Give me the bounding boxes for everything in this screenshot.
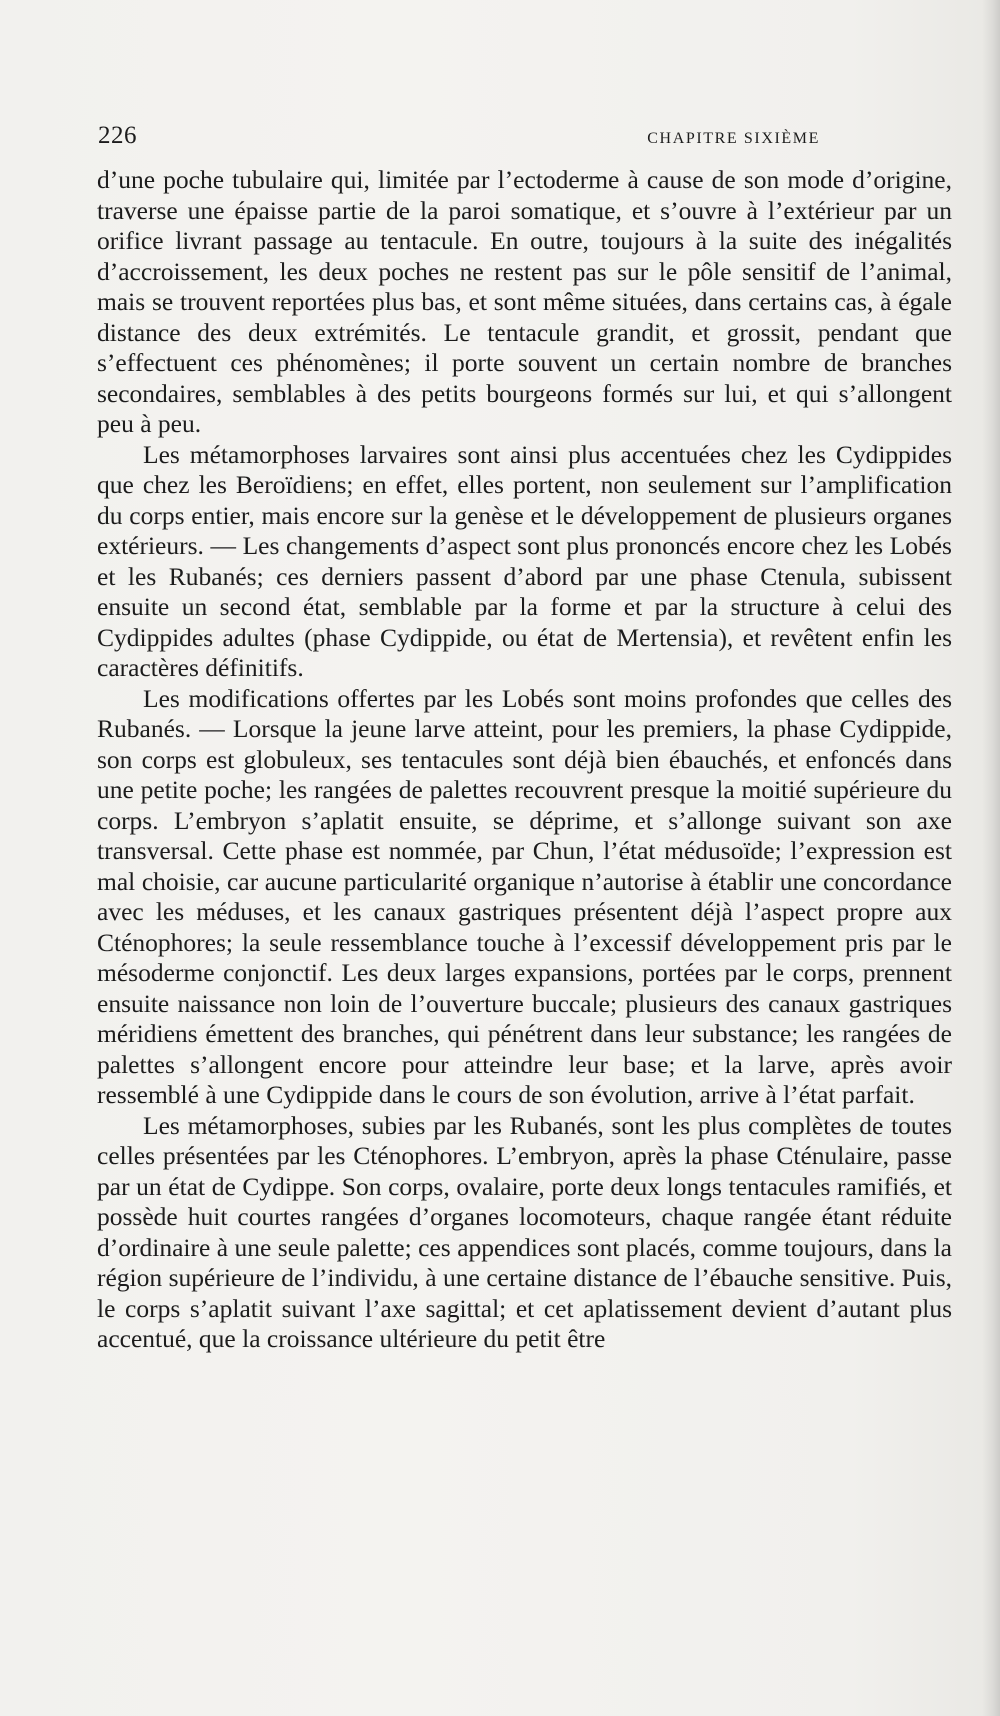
body-text [97, 165, 952, 1355]
page-number: 226 [98, 122, 137, 149]
paragraph-2: Les métamorphoses larvaires sont ainsi plus accentuées chez les Cydippides que chez les Beroïdiens; en effet, elles portent, non seulement sur l’amplification du corps entier, mais encore sur la genèse et le développement de plusieurs organes extérieurs. — Les changements d’aspect sont plus prononcés encore chez les Lobés et les Rubanés; ces derniers passent d’abord par une phase Ctenula, subissent ensuite un second état, semblable par la forme et par la structure à celui des Cydippides adultes (phase Cydippide, ou état de Mertensia), et revêtent enfin les caractères définitifs. [97, 439, 952, 682]
page-edge-shadow [982, 0, 1000, 1716]
running-head [98, 122, 964, 158]
chapter-title: CHAPITRE SIXIÈME [647, 130, 820, 147]
paragraph-3: Les modifications offertes par les Lobés sont moins profondes que celles des Rubanés. — Lorsque la jeune larve atteint, pour les premiers, la phase Cydippide, son corps est globuleux, ses tentacules sont déjà bien ébauchés, et enfoncés dans une petite poche; les rangées de palettes recouvrent presque la moitié supérieure du corps. L’embryon s’aplatit ensuite, se déprime, et s’allonge suivant son axe transversal. Cette phase est nommée, par Chun, l’état médusoïde; l’expression est mal choisie, car aucune particularité organique n’autorise à établir une concordance avec les méduses, et les canaux gastriques présentent déjà l’aspect propre aux Cténophores; la seule ressemblance touche à l’excessif développement pris par le mésoderme conjonctif. Les deux larges expansions, portées par le corps, prennent ensuite naissance non loin de l’ouverture buccale; plusieurs des canaux gastriques méridiens émettent des branches, qui pénétrent dans leur substance; les rangées de palettes s’allongent encore pour atteindre leur base; et la larve, après avoir ressemblé à une Cydippide dans le cours de son évolution, arrive à l’état parfait. [97, 683, 952, 1109]
paragraph-1: d’une poche tubulaire qui, limitée par l’ectoderme à cause de son mode d’origine, traverse une épaisse partie de la paroi somatique, et s’ouvre à l’extérieur par un orifice livrant passage au tentacule. En outre, toujours à la suite des inégalités d’accroissement, les deux poches ne restent pas sur le pôle sensitif de l’animal, mais se trouvent reportées plus bas, et sont même situées, dans certains cas, à égale distance des deux extrémités. Le tentacule grandit, et grossit, pendant que s’effectuent ces phénomènes; il porte souvent un certain nombre de branches secondaires, semblables à des petits bourgeons formés sur lui, et qui s’allongent peu à peu. [97, 165, 952, 438]
paragraph-4: Les métamorphoses, subies par les Rubanés, sont les plus complètes de toutes celles présentées par les Cténophores. L’embryon, après la phase Cténulaire, passe par un état de Cydippe. Son corps, ovalaire, porte deux longs tentacules ramifiés, et possède huit courtes rangées d’organes locomoteurs, chaque rangée étant réduite d’ordinaire à une seule palette; ces appendices sont placés, comme toujours, dans la région supérieure de l’individu, à une certaine distance de l’ébauche sensitive. Puis, le corps s’aplatit suivant l’axe sagittal; et cet aplatissement devient d’autant plus accentué, que la croissance ultérieure du petit être [97, 1110, 952, 1353]
